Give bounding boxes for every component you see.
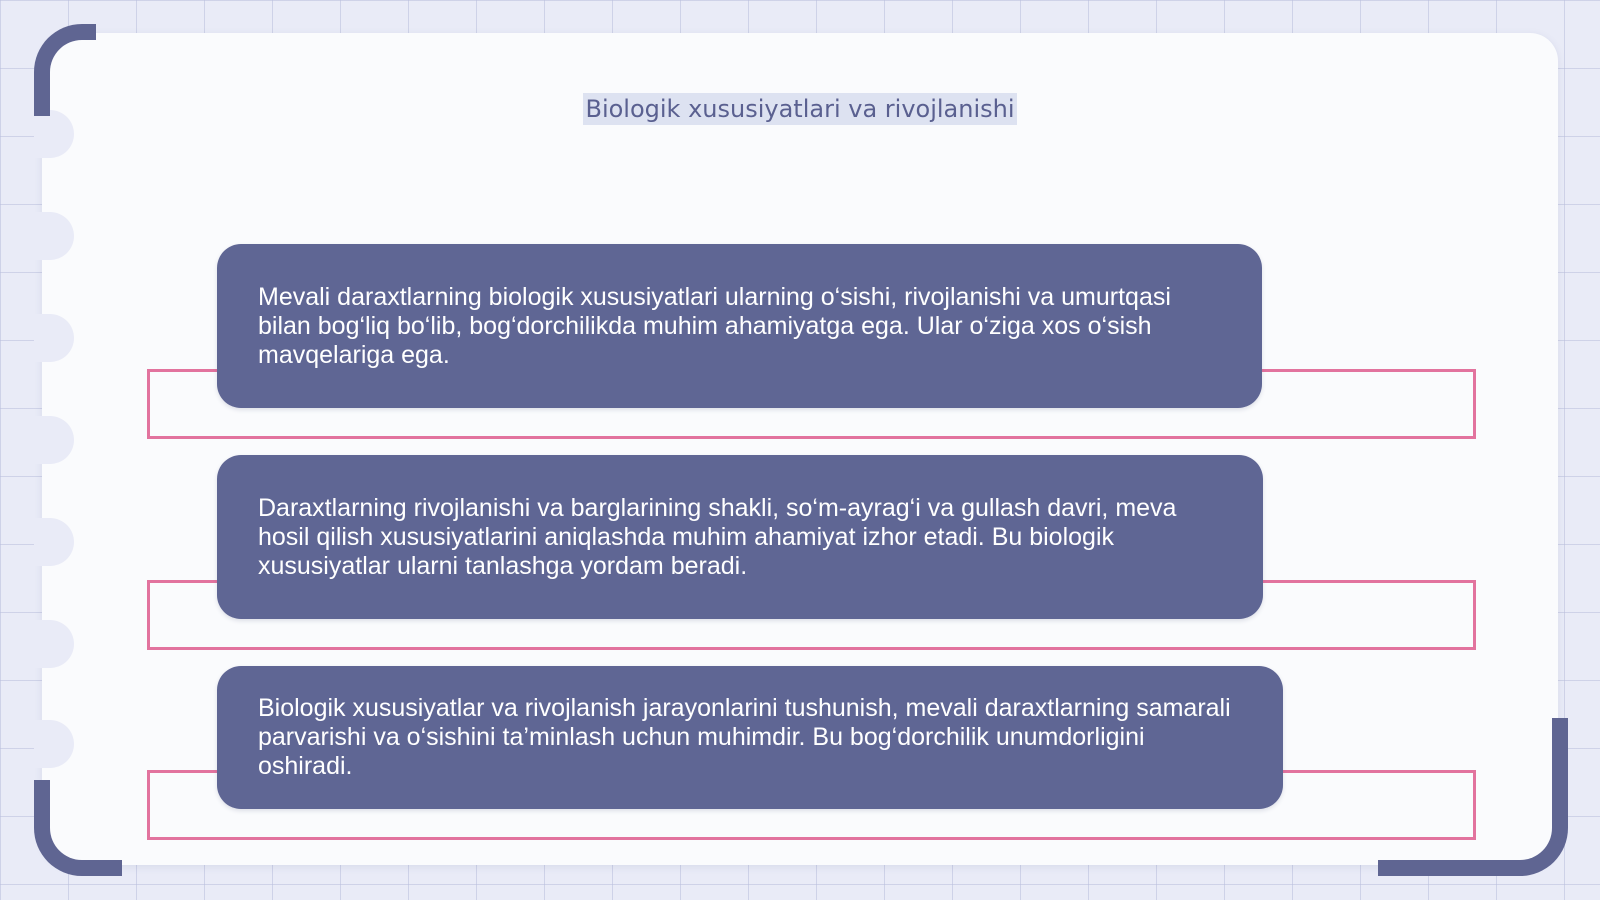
info-card-text: Daraxtlarning rivojlanishi va barglarining shakli, so‘m-ayrag‘i va gullash davri, meva hosil qilish xususiyatlarini aniqlashda muhim ahamiyat izhor etadi. Bu biologik xususiyatlar ularni tanlashga yordam beradi. [258,493,1177,580]
info-card [217,455,1263,619]
info-card [217,244,1262,408]
info-card-text: Biologik xususiyatlar va rivojlanish jarayonlarini tushunish, mevali daraxtlarning samarali parvarishi va o‘sishini ta’minlash uchun muhimdir. Bu bog‘dorchilik unumdorligini oshiradi. [258,694,1231,780]
page-title [0,92,1600,126]
page-title-text: Biologik xususiyatlari va rivojlanishi [585,95,1015,123]
corner-decoration-bottom-left [34,780,122,876]
info-card [217,666,1283,809]
info-card-text: Mevali daraxtlarning biologik xususiyatlari ularning o‘sishi, rivojlanishi va umurtqasi bilan bog‘liq bo‘lib, bog‘dorchilikda muhim ahamiyatga ega. Ular o‘ziga xos o‘sish mavqelariga ega. [258,282,1171,369]
